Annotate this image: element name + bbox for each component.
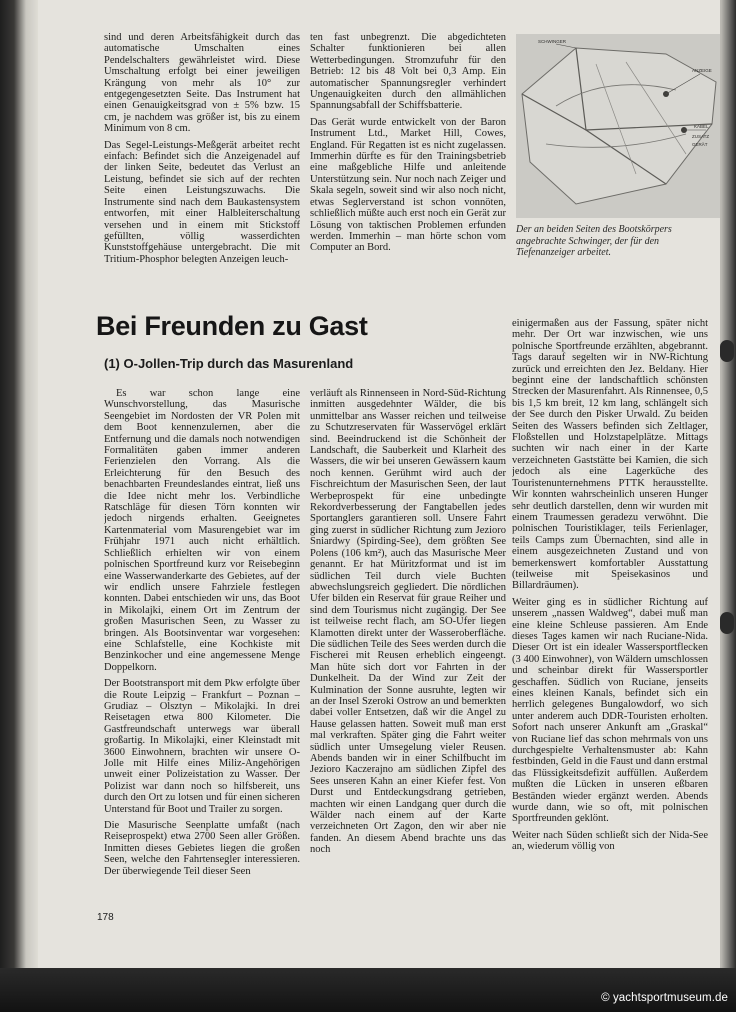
transducer-diagram-photo xyxy=(516,34,720,218)
paragraph: Das Gerät wurde entwickelt von der Baron Instrument Ltd., Market Hill, Cowes, England. Für Regatten ist es nicht zugelassen. Immerhin dürfte es für den Trainingsbetrieb eine maßgebliche Hilfe und anleitende Unterstützung sein. Nur noch nach Zeiger und Skala segeln, soweit sind wir also noch nicht, etwas Seglerverstand ist schon vonnöten, schließlich müßte auch erst noch ein Gerät zur Lösung von taktischen Problemen erfunden werden. Immerhin – man hörte schon vom Computer an Bord. xyxy=(310,116,506,254)
paragraph: Der Bootstransport mit dem Pkw erfolgte über die Route Leipzig – Frankfurt – Poznan – Grudiaz – Olsztyn – Mikolajki. In drei Reisetagen etwa 800 Kilometer. Die Gastfreundschaft unterwegs war überall großartig. In Mikolajki, einer Kleinstadt mit 3600 Einwohnern, brachten wir unsere O-Jolle mit Hilfe eines Miliz-Angehörigen unweit einer Polizeistation zu Wasser. Der Polizist war dann noch so hilfsbereit, uns durch den Ort zu lotsen und für einen sicheren Unterstand für Boot und Trailer zu sorgen. xyxy=(104,678,300,815)
diagram-label: SCHWINGER xyxy=(538,39,566,44)
article-column-1 xyxy=(104,388,300,908)
top-column-1 xyxy=(104,32,300,276)
page-number: 178 xyxy=(97,912,114,923)
article-subheadline: (1) O-Jollen-Trip durch das Masurenland xyxy=(104,356,354,371)
paragraph: Weiter nach Süden schließt sich der Nida-See an, wiederum völlig von xyxy=(512,829,708,853)
watermark: © yachtsportmuseum.de xyxy=(601,992,728,1004)
binder-ring xyxy=(720,340,734,362)
paragraph: Weiter ging es in südlicher Richtung auf unserem „nassen Waldweg“, dabei muß man eine kleine Schleuse passieren. Am Ende dieses Tages kamen wir nach Ruciane-Nida. Dieser Ort ist ein idealer Wassersportflecken (3 400 Einwohner), von Wäldern umschlossen und scheinbar direkt für Wassersportler geschaffen. Südlich von Ruciane, jenseits eines kleinen Kanals, befindet sich ein herrlich gelegenes Bungalowdorf, wo sich unter anderem auch DDR-Touristen erholten. Sofort nach unserer Ankunft am „Graskal“ von Ruciane lief das schon mehrmals von uns durchgespielte Verhaltensmuster ab: Kahn festbinden, Geld in die Faust und dann erstmal das Flüssigkeitsdefizit auffüllen. Außerdem mußten die Lücken in unseren eßbaren Beständen wieder ergänzt werden. Abends wurde dann, wie so oft, mit polnischen Sportfreunden geklönt. xyxy=(512,596,708,825)
paragraph: sind und deren Arbeitsfähigkeit durch das automatische Umschalten eines Pendelschalters gewährleistet wird. Diese Umschaltung erfolgt bei einer jeweiligen Krängung von mehr als 10° zur entgegengesetzten Seite. Das Instrument hat einen Genauigkeitsgrad von ± 5% bzw. 15 cm, je nachdem was größer ist, bis zu einem Minimum von 8 cm. xyxy=(104,32,300,135)
paragraph: Es war schon lange eine Wunschvorstellung, das Masurische Seengebiet im Nordosten der VR Polen mit dem Boot kennenzulernen, aber die Entfernung und die damals noch notwendigen Formalitäten gaben immer anderen Ferienzielen den Vorrang. Als die Erleichterung für den Besuch des benachbarten Freundeslandes eintrat, ließ uns die Idee nicht mehr los. Verbindliche Ratschläge für diesen Törn konnten wir jedoch nirgends erhalten. Geeignetes Kartenmaterial vom Masurengebiet war im Frühjahr 1971 auch nicht erhältlich. Schließlich erhielten wir von einem polnischen Sportfreund kurz vor Reisebeginn eine Wasserwanderkarte des Gebietes, auf der wir endlich unsere Fahrziele festlegen konnten. Dabei entschieden wir uns, das Boot in Mikolajki, einem Ort im Zentrum der großen Masurischen Seen, zu Wasser zu bringen. Als Bootsinventar war vorgesehen: eine Schlafstelle, eine Kochkiste mit Benzinkocher und eine angemessene Menge Doppelkorn. xyxy=(104,388,300,673)
diagram-label: GERÄT xyxy=(692,142,708,147)
diagram-label: KABEL xyxy=(694,124,709,129)
diagram-label: ANZEIGE xyxy=(692,68,712,73)
paragraph: einigermaßen aus der Fassung, später nicht mehr. Der Ort war inzwischen, wie uns polnische Sportfreunde erzählten, abgebrannt. Tags darauf segelten wir in NW-Richtung zurück und erreichten den Jez. Beldany. Hier beginnt eine der landschaftlich schönsten Strecken der Masurenfahrt. Als Rinnensee, 0,5 bis 1,5 km breit, 12 km lang, schlängelt sich der See durch den Pisker Urwald. Zu beiden Seiten des Wassers befinden sich Zeltlager, Floßstellen und Holzstapelplätze. Mittags suchten wir nach einer in der Karte verzeichneten Gaststätte bei Kamien, die sich jedoch als eine Lagerküche des Touristenunternehmens PTTK herausstellte. Wir konnten wahrscheinlich unseren Hunger sehr deutlich darstellen, denn wir wurden mit einem Traumessen geradezu verwöhnt. Die polnischen Touristiklager, teils Ferienlager, teils Camps zum Übernachten, sind alle in einem ausgezeichneten Zustand und von bemerkenswert komfortabler Ausstattung (teilweise mit Speisekasinos und Billardräumen). xyxy=(512,318,708,592)
figure-caption: Der an beiden Seiten des Bootskörpers angebrachte Schwinger, der für den Tiefenanzeiger arbeitet. xyxy=(516,224,672,258)
boat-hull-drawing xyxy=(516,34,720,218)
article-headline: Bei Freunden zu Gast xyxy=(96,311,368,341)
paragraph: Das Segel-Leistungs-Meßgerät arbeitet recht einfach: Befindet sich die Anzeigenadel auf der linken Seite, bedeutet das Verlust an Leistung, befindet sie sich auf der rechten Seite einen Leistungszuwachs. Die Instrumente sind nach dem Baukastensystem entworfen, mit einer Halbleiterschaltung versehen und in einem mit Stickstoff gefüllten, völlig wasserdichten Kunststoffgehäuse untergebracht. Die mit Tritium-Phosphor belegten Anzeigen leuch- xyxy=(104,139,300,265)
diagram-label: ZUSATZ xyxy=(692,134,710,139)
article-column-2 xyxy=(310,388,506,908)
binder-ring xyxy=(720,612,734,634)
scan-bottom-edge xyxy=(0,968,736,1012)
paragraph: verläuft als Rinnenseen in Nord-Süd-Richtung inmitten ausgedehnter Wälder, die bis unmittelbar ans Wasser reichen und teilweise zu Schutzreservaten für Wasservögel erklärt sind. Beeindruckend ist die Schönheit der Landschaft, die Sauberkeit und Klarheit des Wassers, die wir bei unseren Gewässern kaum noch kennen. Gerühmt wird auch der Fischreichtum der Masurischen Seen, der laut Werbeprospekt für eine unbedingte Rekordverbesserung der Fangtabellen jedes Sportanglers garantieren soll. Unsere Fahrt ging zuerst in südlicher Richtung zum Jezioro Sniardwy (Spirding-See), dem größten See Polens (106 km²), auch das Masurische Meer genannt. Er hat Müritzformat und ist im südlichen Teil durch viele Buchten abwechslungsreich gegliedert. Die nördlichen Ufer bilden ein Reservat für graue Reiher und sind dem Tourismus nicht zugängig. Der See ist teilweise recht flach, am SO-Ufer liegen Klamotten direkt unter der Wasseroberfläche. Die südlichen Teile des Sees werden durch die Fischerei mit Reusen erheblich eingeengt. Man hüte sich dort vor Fahrten in der Dunkelheit. Da der Wind zur Zeit der Kulmination der Sonne ausruhte, legten wir an der Insel Szeroki Ostrow an und bemerkten dabei voller Entsetzen, daß wir die Angel zu Hause gelassen hatten. Soweit muß man erst mal verkraften. Später ging die Fahrt weiter südlich unter Umsegelung vieler Reusen. Abends banden wir in einer Schilfbucht im Jezioro Kaczerajno am südlichen Zipfel des Sees unseren Kahn an einer Kiefer fest. Von Durst und Entdeckungsdrang getrieben, machten wir einen Landgang quer durch die Wälder nach einem auf der Karte verzeichneten Ort Zagon, den wir aber nie fanden. An diesem Abend brachte uns das noch xyxy=(310,388,506,856)
paragraph: ten fast unbegrenzt. Die abgedichteten Schalter funktionieren bei allen Wetterbedingungen. Stromzufuhr für den Betrieb: 12 bis 48 Volt bei 0,3 Amp. Ein automatischer Spannungsregler verhindert Ungenauigkeiten durch den allmählichen Spannungsabfall der Schiffsbatterie. xyxy=(310,32,506,112)
paragraph: Die Masurische Seenplatte umfaßt (nach Reiseprospekt) etwa 2700 Seen aller Größen. Inmitten dieses Gebietes liegen die großen Seen, welche den Fahrtensegler interessieren. Der überwiegende Teil dieser Seen xyxy=(104,820,300,877)
article-column-3 xyxy=(512,318,708,908)
top-column-2 xyxy=(310,32,506,276)
